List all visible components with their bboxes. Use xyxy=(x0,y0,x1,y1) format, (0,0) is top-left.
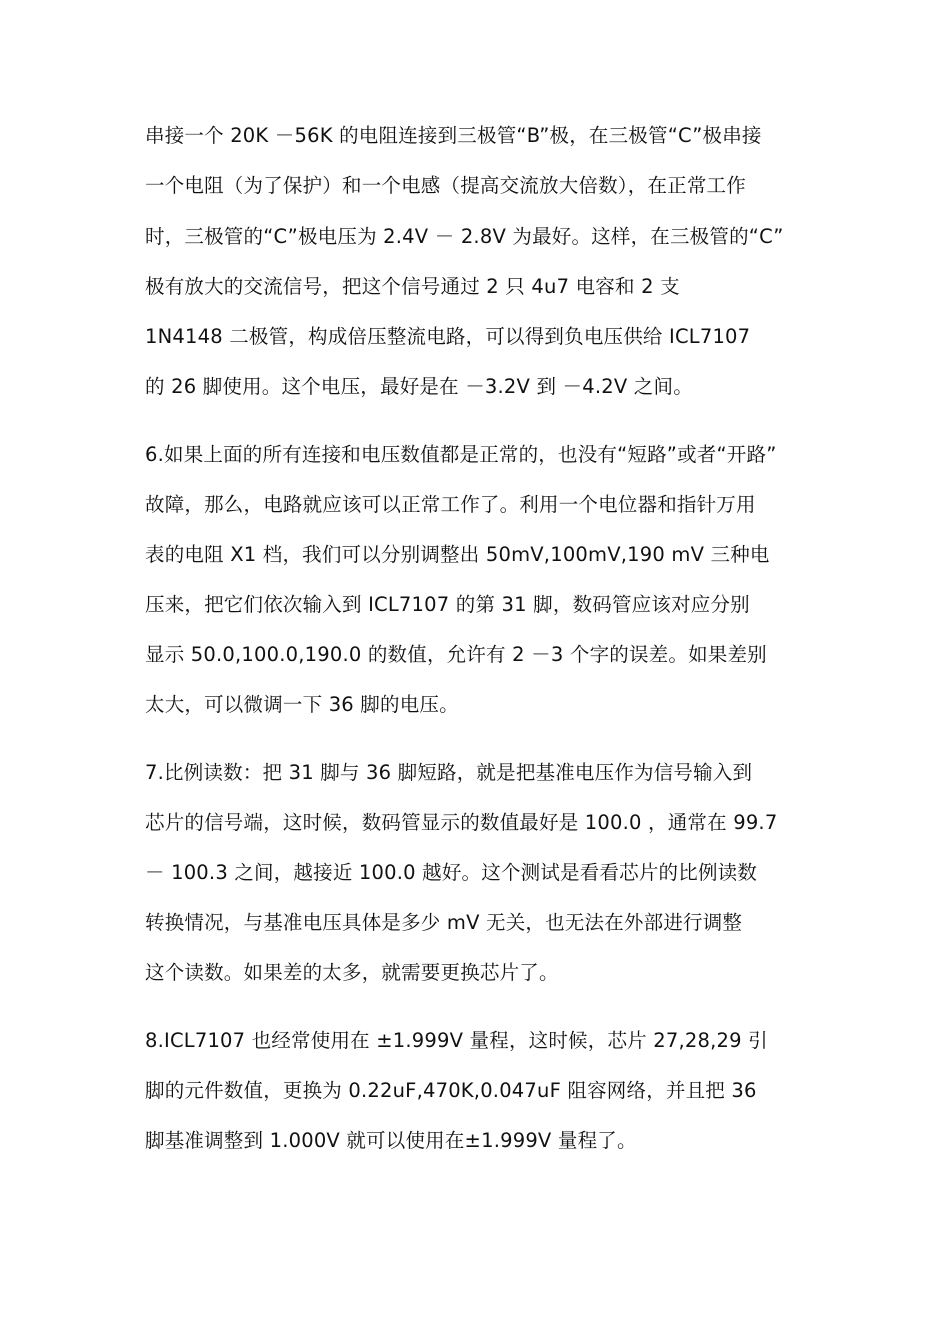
text-line: 6.如果上面的所有连接和电压数值都是正常的，也没有“短路”或者“开路” xyxy=(145,443,777,466)
text-line: － 100.3 之间，越接近 100.0 越好。这个测试是看看芯片的比例读数 xyxy=(145,861,758,884)
text-line: 串接一个 20K －56K 的电阻连接到三极管“B”极，在三极管“C”极串接 xyxy=(145,124,762,147)
text-line: 表的电阻 X1 档，我们可以分别调整出 50mV,100mV,190 mV 三种电 xyxy=(145,543,770,566)
text-line: 脚的元件数值，更换为 0.22uF,470K,0.047uF 阻容网络，并且把 36 xyxy=(145,1079,757,1102)
text-line: 8.ICL7107 也经常使用在 ±1.999V 量程，这时候，芯片 27,28,29 引 xyxy=(145,1029,768,1052)
text-line: 极有放大的交流信号，把这个信号通过 2 只 4u7 电容和 2 支 xyxy=(145,275,680,298)
text-line: 这个读数。如果差的太多，就需要更换芯片了。 xyxy=(145,961,559,984)
text-line: 压来，把它们依次输入到 ICL7107 的第 31 脚，数码管应该对应分别 xyxy=(145,593,750,616)
text-line: 的 26 脚使用。这个电压，最好是在 －3.2V 到 －4.2V 之间。 xyxy=(145,375,693,398)
text-line: 芯片的信号端，这时候，数码管显示的数值最好是 100.0 ，通常在 99.7 xyxy=(145,811,778,834)
text-line: 1N4148 二极管，构成倍压整流电路，可以得到负电压供给 ICL7107 xyxy=(145,325,751,348)
text-line: 7.比例读数：把 31 脚与 36 脚短路，就是把基准电压作为信号输入到 xyxy=(145,761,753,784)
text-line: 时，三极管的“C”极电压为 2.4V － 2.8V 为最好。这样，在三极管的“C” xyxy=(145,225,784,248)
text-line: 一个电阻（为了保护）和一个电感（提高交流放大倍数），在正常工作 xyxy=(145,174,746,197)
text-line: 太大，可以微调一下 36 脚的电压。 xyxy=(145,693,459,716)
text-line: 显示 50.0,100.0,190.0 的数值，允许有 2 －3 个字的误差。如果差别 xyxy=(145,643,767,666)
text-line: 脚基准调整到 1.000V 就可以使用在±1.999V 量程了。 xyxy=(145,1129,637,1152)
text-line: 转换情况，与基准电压具体是多少 mV 无关，也无法在外部进行调整 xyxy=(145,911,743,934)
text-line: 故障，那么，电路就应该可以正常工作了。利用一个电位器和指针万用 xyxy=(145,493,756,516)
